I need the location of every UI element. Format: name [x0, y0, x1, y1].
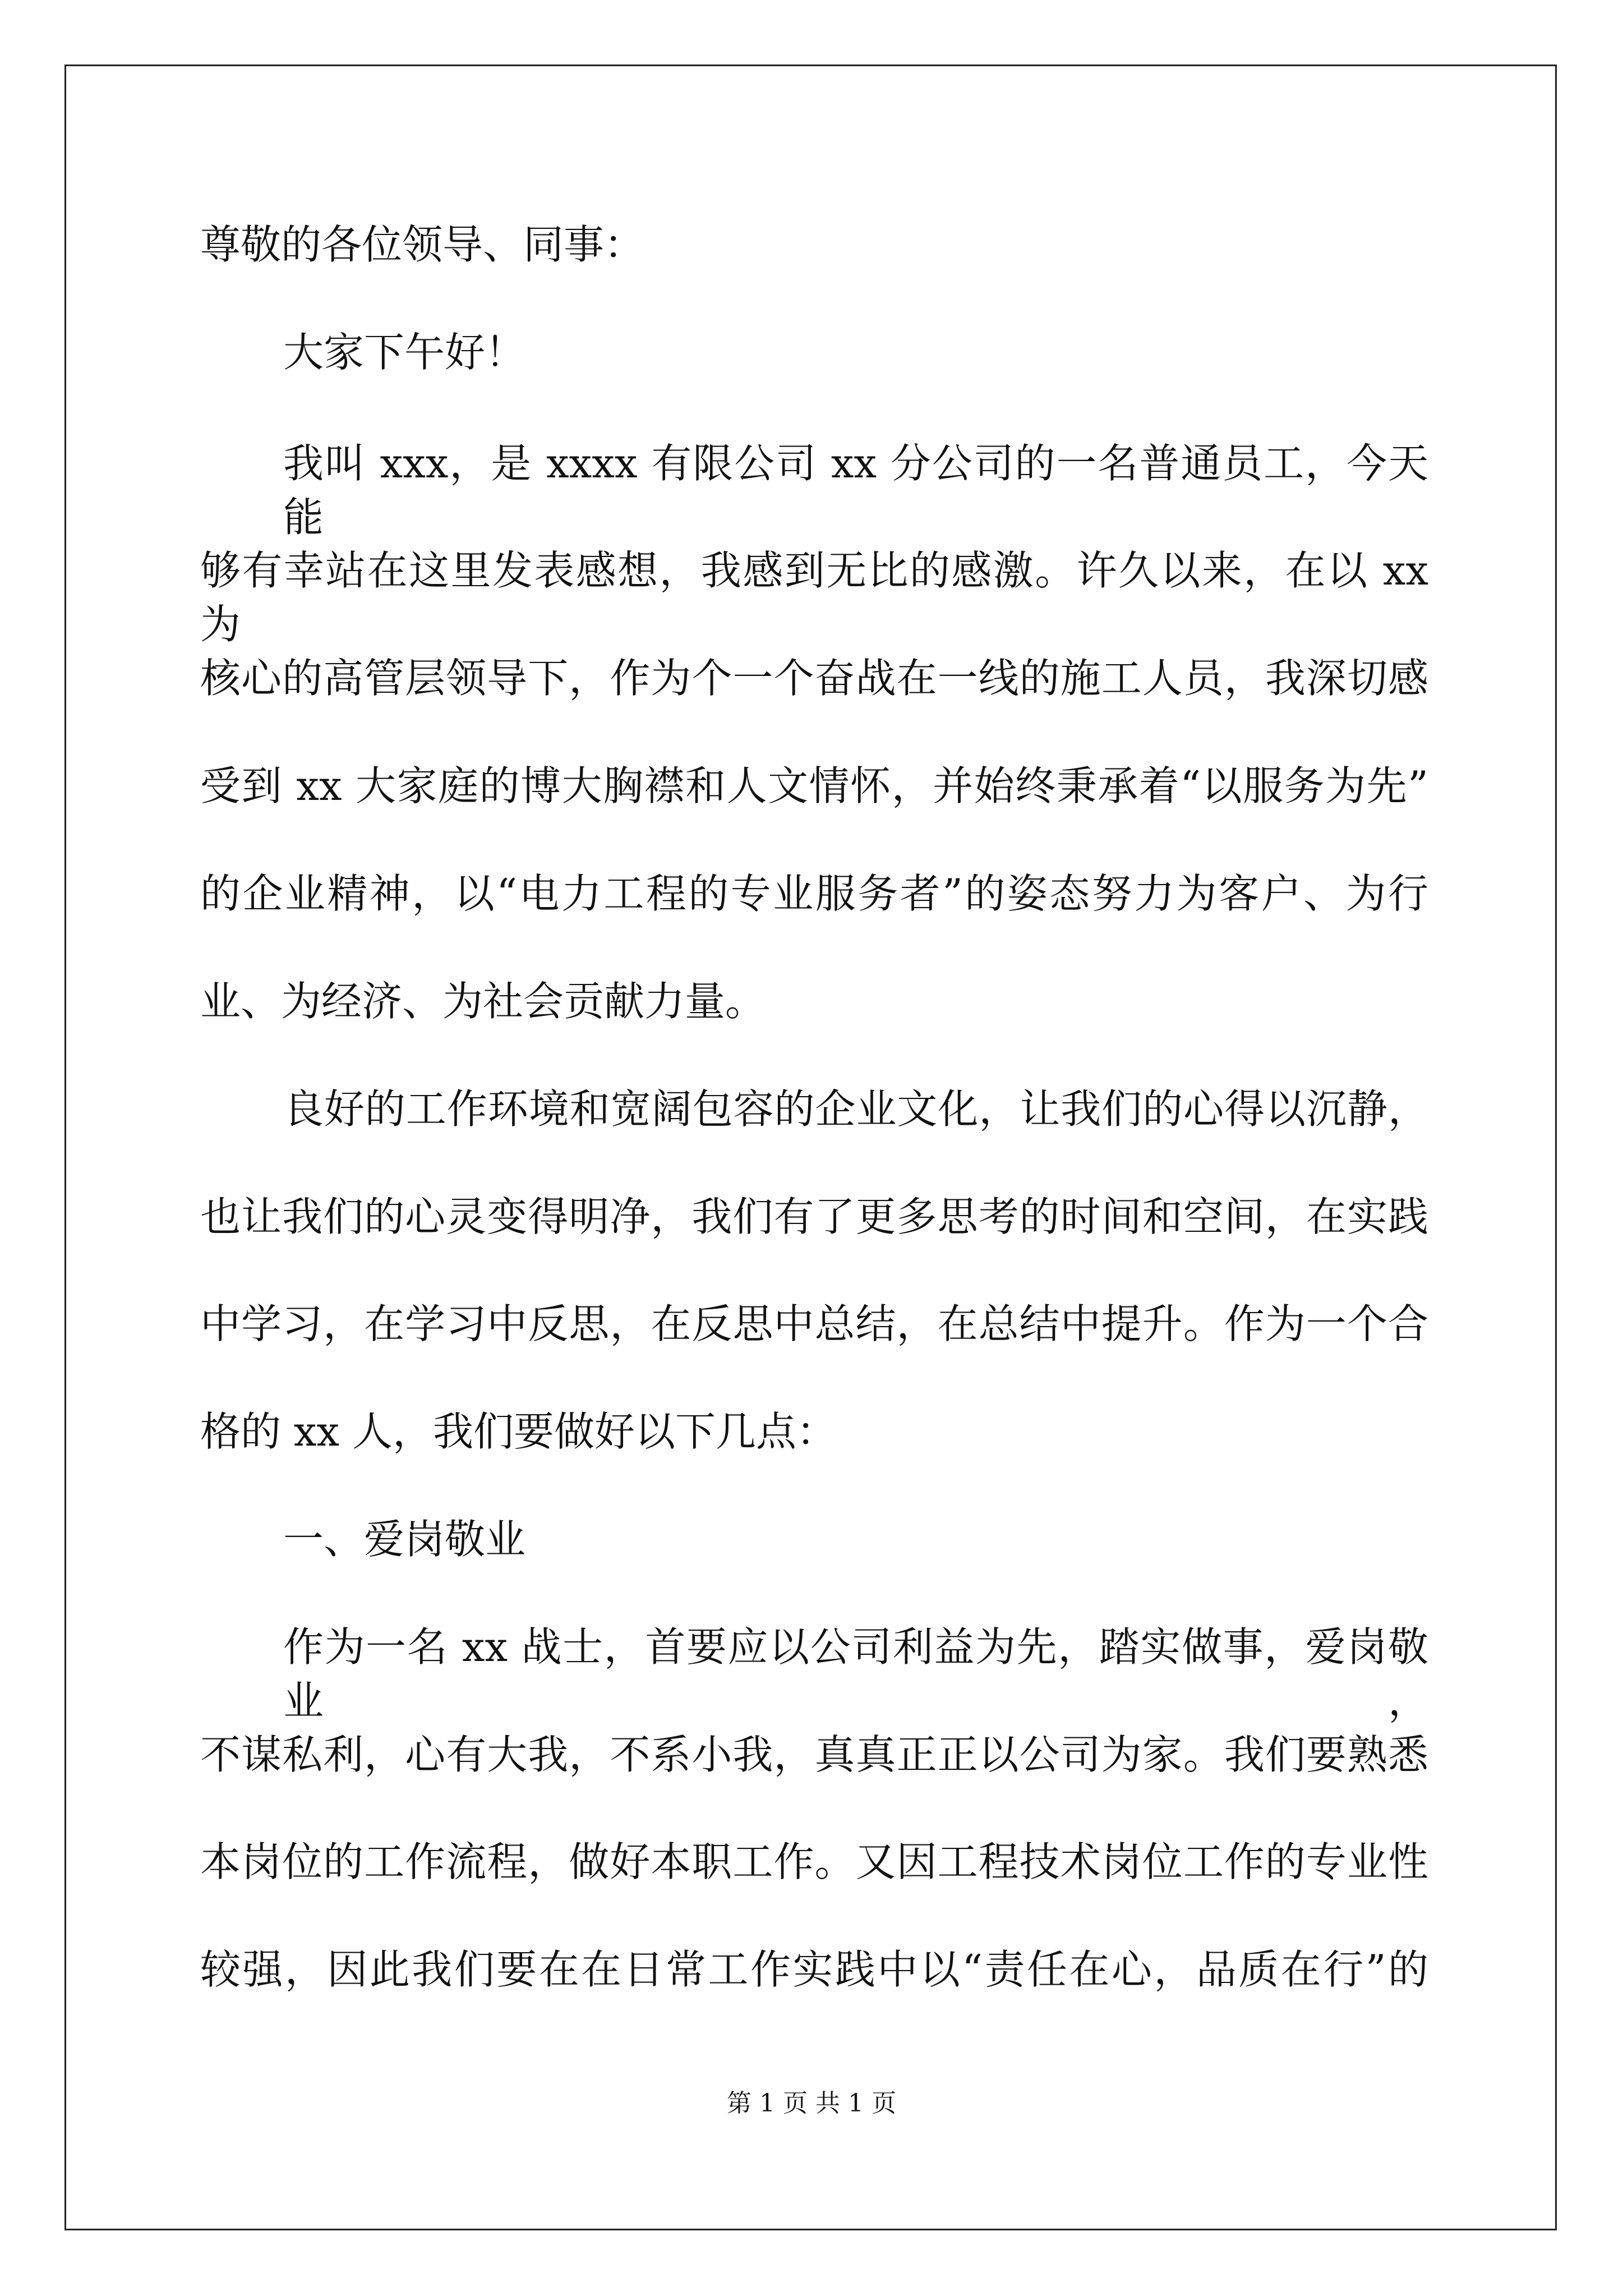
paragraph-line: 受到 xx 大家庭的博大胸襟和人文情怀，并始终秉承着“以服务为先”	[200, 762, 1428, 809]
section-heading: 一、爱岗敬业	[283, 1516, 526, 1563]
paragraph-line: 不谋私利，心有大我，不系小我，真真正正以公司为家。我们要熟悉	[200, 1731, 1428, 1778]
paragraph-line: 的企业精神，以“电力工程的专业服务者”的姿态努力为客户、为行	[200, 870, 1428, 917]
paragraph-line: 较强，因此我们要在在日常工作实践中以“责任在心，品质在行”的	[200, 1946, 1428, 1993]
page-border	[64, 65, 1557, 2230]
paragraph-line: 中学习，在学习中反思，在反思中总结，在总结中提升。作为一个合	[200, 1300, 1428, 1347]
salutation: 尊敬的各位领导、同事：	[200, 221, 645, 268]
paragraph-line: 够有幸站在这里发表感想，我感到无比的感激。许久以来，在以 xx 为	[200, 547, 1428, 648]
paragraph-line: 良好的工作环境和宽阔包容的企业文化，让我们的心得以沉静，	[283, 1085, 1428, 1133]
paragraph-line: 业、为经济、为社会贡献力量。	[200, 978, 766, 1025]
paragraph-line: 核心的高管层领导下，作为个一个奋战在一线的施工人员，我深切感	[200, 655, 1428, 702]
paragraph-line: 本岗位的工作流程，做好本职工作。又因工程技术岗位工作的专业性	[200, 1838, 1428, 1885]
paragraph-line: 也让我们的心灵变得明净，我们有了更多思考的时间和空间，在实践	[200, 1193, 1428, 1240]
page-number-footer: 第 1 页 共 1 页	[727, 2089, 896, 2118]
paragraph-line: 格的 xx 人，我们要做好以下几点：	[200, 1408, 837, 1455]
paragraph-line: 作为一名 xx 战士，首要应以公司利益为先，踏实做事，爱岗敬业，	[283, 1623, 1428, 1724]
greeting: 大家下午好！	[283, 329, 526, 376]
paragraph-line: 我叫 xxx，是 xxxx 有限公司 xx 分公司的一名普通员工，今天能	[283, 440, 1428, 541]
